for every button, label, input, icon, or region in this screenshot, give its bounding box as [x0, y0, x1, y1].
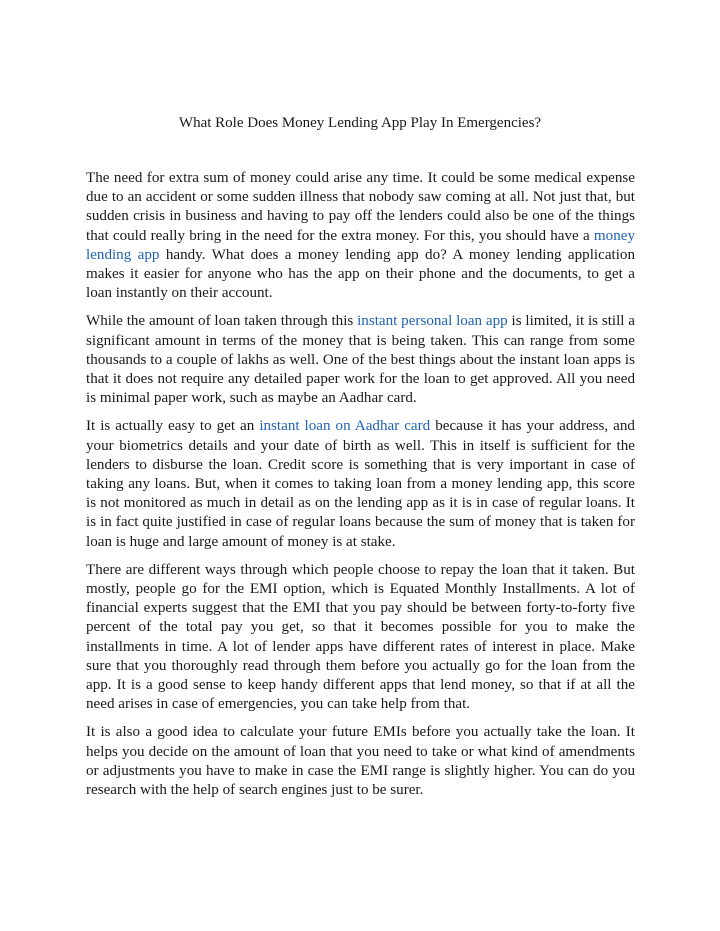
paragraph-1-text-b: handy. What does a money lending app do? A money lending application makes it easier for anyone who has the app on their phone and the documents, to get a loan instantly on their account. — [86, 246, 635, 302]
paragraph-3-text-b: because it has your address, and your biometrics details and your date of birth as well. This in itself is sufficient for the lenders to disburse the loan. Credit score is something that is very important in case of taking any loans. But, when it comes to taking loan from a money lending app, this score is not monitored as much in detail as on the lending app as it is in case of regular loans. It is in fact quite justified in case of regular loans because the sum of money that is taken for loan is huge and large amount of money is at stake. — [86, 418, 635, 550]
money-lending-app-link[interactable]: money lending app — [86, 227, 635, 263]
document-body — [86, 169, 635, 809]
instant-personal-loan-app-link[interactable]: instant personal loan app — [357, 313, 508, 330]
paragraph-2-text-a: While the amount of loan taken through this — [86, 313, 358, 330]
instant-loan-aadhar-card-link[interactable]: instant loan on Aadhar card — [259, 418, 431, 435]
paragraph-5: It is also a good idea to calculate your future EMIs before you actually take the loan. It helps you decide on the amount of loan that you need to take or what kind of amendments or adjustments you have to make in case the EMI range is slightly higher. You can do you research with the help of search engines just to be surer. — [86, 724, 635, 799]
paragraph-1-text-a: The need for extra sum of money could arise any time. It could be some medical expense due to an accident or some sudden illness that nobody saw coming at all. Not just that, but sudden crisis in business and having to pay off the lenders could also be one of the things that could really bring in the need for the extra money. For this, you should have a — [86, 170, 635, 244]
paragraph-4: There are different ways through which people choose to repay the loan that it taken. But mostly, people go for the EMI option, which is Equated Monthly Installments. A lot of financial experts suggest that the EMI that you pay should be between forty-to-forty five percent of the total pay you get, so that it becomes possible for you to make the installments in time. A lot of lender apps have different rates of interest in place. Make sure that you thoroughly read through them before you actually go for the loan from the app. It is a good sense to keep handy different apps that lend money, so that if at all the need arises in case of emergencies, you can take help from that. — [86, 561, 635, 713]
paragraph-2-text-b: is limited, it is still a significant amount in terms of the money that is being taken. This can range from some thousands to a couple of lakhs as well. One of the best things about the instant loan apps is that it does not require any detailed paper work for the loan to get approved. All you need is minimal paper work, such as maybe an Aadhar card. — [86, 313, 635, 407]
paragraph-1 — [86, 169, 635, 303]
paragraph-3 — [86, 417, 635, 551]
document-title: What Role Does Money Lending App Play In Emergencies? — [178, 115, 542, 131]
paragraph-3-text-a: It is actually easy to get an — [86, 418, 260, 435]
paragraph-2 — [86, 312, 635, 408]
